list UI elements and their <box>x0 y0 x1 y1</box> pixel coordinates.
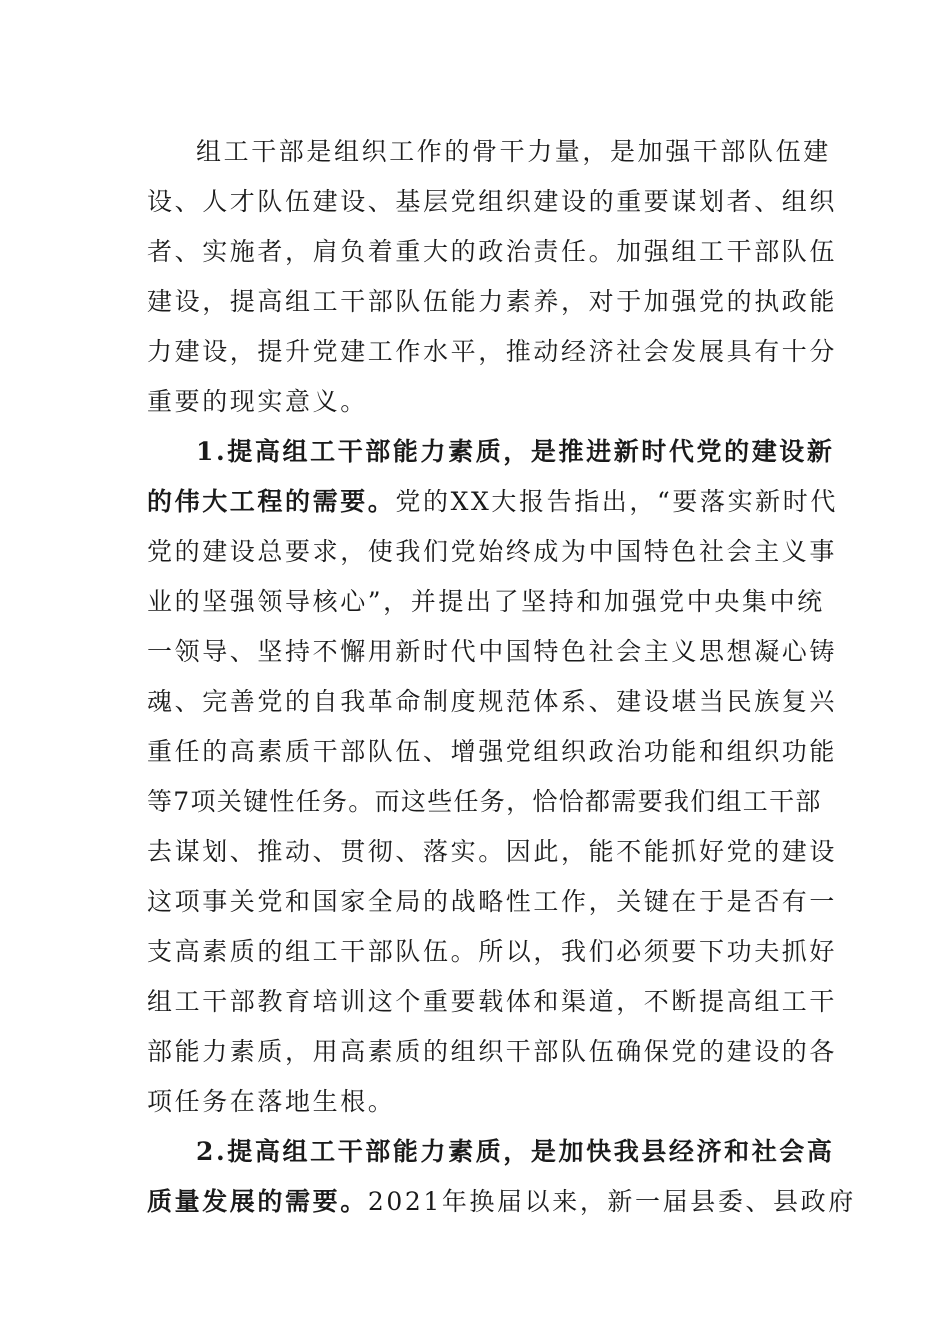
paragraph-1-line-5: 力建设，提升党建工作水平，推动经济社会发展具有十分 <box>147 337 838 366</box>
paragraph-2-line-11: 支高素质的组工干部队伍。所以，我们必须要下功夫抓好 <box>147 937 838 966</box>
paragraph-2-line-14: 项任务在落地生根。 <box>147 1087 396 1116</box>
paragraph-2-line-12: 组工干部教育培训这个重要载体和渠道，不断提高组工干 <box>147 987 838 1016</box>
section-2-heading-line-1: 2.提高组工干部能力素质，是加快我县经济和社会高 <box>196 1137 835 1166</box>
paragraph-2-line-5: 一领导、坚持不懈用新时代中国特色社会主义思想凝心铸 <box>147 637 838 666</box>
paragraph-2-line-10: 这项事关党和国家全局的战略性工作，关键在于是否有一 <box>147 887 838 916</box>
paragraph-2-line-2 <box>147 487 838 517</box>
paragraph-2-line-4: 业的坚强领导核心”，并提出了坚持和加强党中央集中统 <box>147 587 825 616</box>
paragraph-1-line-2: 设、人才队伍建设、基层党组织建设的重要谋划者、组织 <box>147 187 838 216</box>
paragraph-1-line-1: 组工干部是组织工作的骨干力量，是加强干部队伍建 <box>196 137 831 166</box>
paragraph-1-line-4: 建设，提高组工干部队伍能力素养，对于加强党的执政能 <box>147 287 838 316</box>
section-2-heading-line-2: 质量发展的需要。 <box>147 1187 368 1216</box>
paragraph-2-line-6: 魂、完善党的自我革命制度规范体系、建设堪当民族复兴 <box>147 687 838 716</box>
section-1-heading-line-1: 1.提高组工干部能力素质，是推进新时代党的建设新 <box>196 437 835 466</box>
paragraph-2-line-8: 等7项关键性任务。而这些任务，恰恰都需要我们组工干部 <box>147 787 822 816</box>
paragraph-2-line-9: 去谋划、推动、贯彻、落实。因此，能不能抓好党的建设 <box>147 837 838 866</box>
paragraph-3-line-2 <box>147 1187 856 1217</box>
paragraph-3-line-2-text: 2021年换届以来，新一届县委、县政府 <box>367 1187 856 1216</box>
paragraph-1-line-3: 者、实施者，肩负着重大的政治责任。加强组工干部队伍 <box>147 237 838 266</box>
paragraph-2-line-2-text: 党的XX大报告指出，“要落实新时代 <box>395 487 838 516</box>
paragraph-2-line-3: 党的建设总要求，使我们党始终成为中国特色社会主义事 <box>147 537 838 566</box>
paragraph-2-line-7: 重任的高素质干部队伍、增强党组织政治功能和组织功能 <box>147 737 838 766</box>
paragraph-2-line-13: 部能力素质，用高素质的组织干部队伍确保党的建设的各 <box>147 1037 838 1066</box>
section-1-heading-line-2: 的伟大工程的需要。 <box>147 487 396 516</box>
paragraph-1-line-6: 重要的现实意义。 <box>147 387 368 416</box>
